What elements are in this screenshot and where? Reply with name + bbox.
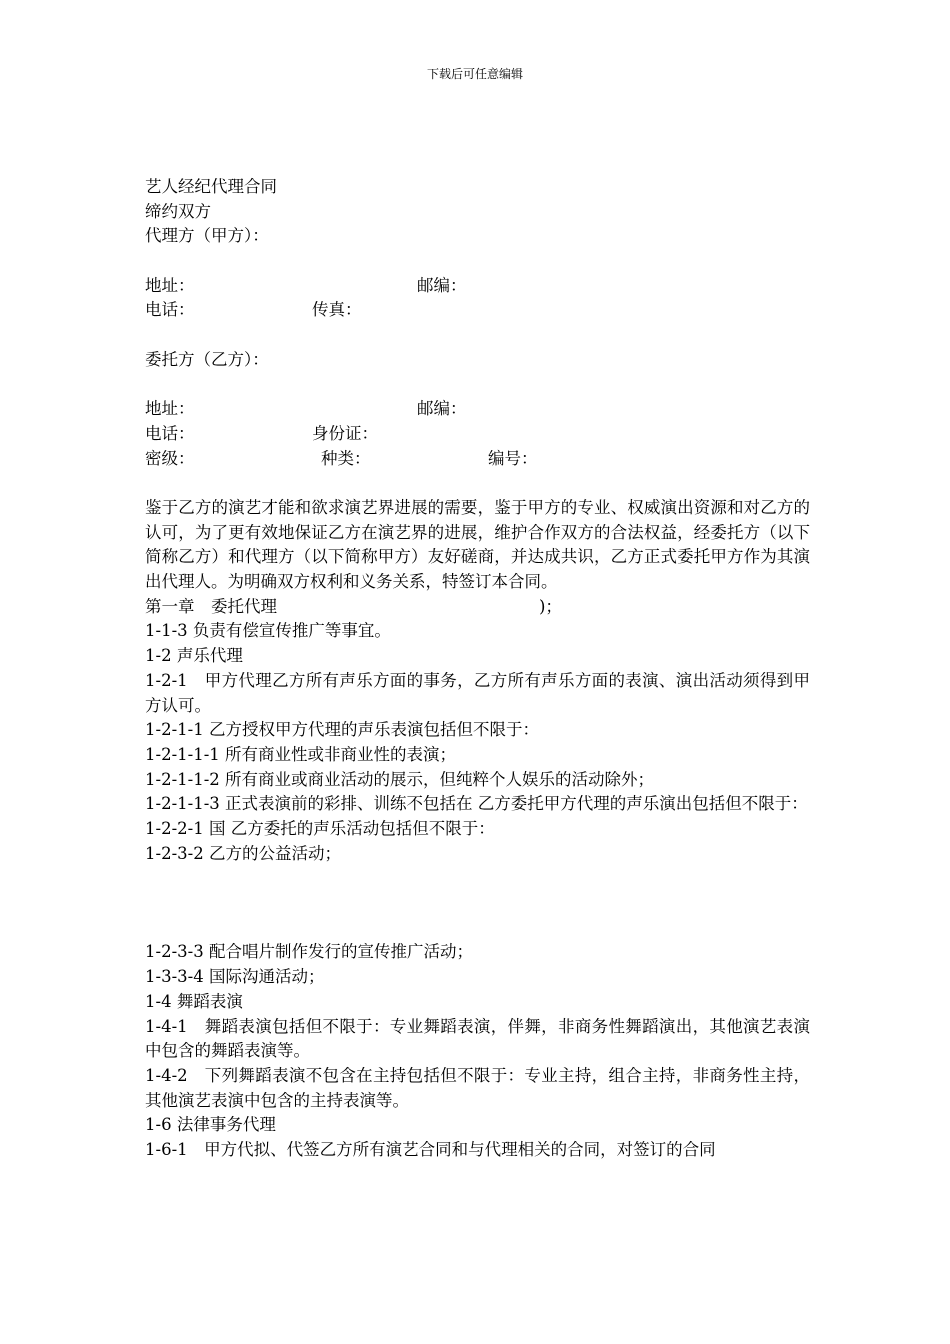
party-b-label: 委托方（乙方）： (145, 349, 269, 369)
party-a-phone: 电话： (145, 300, 195, 320)
chapter-1-heading: 第一章 委托代理 (145, 596, 277, 616)
clause: 1-4-2 下列舞蹈表演不包含在主持包括但不限于：专业主持，组合主持，非商务性主持，其他演艺表演中包含的主持表演等。 (145, 1065, 810, 1110)
party-b-id-card: 身份证： (312, 423, 378, 443)
party-b-phone-row (145, 422, 810, 447)
party-b-address-row (145, 397, 810, 422)
clause: 1-2-1 甲方代理乙方所有声乐方面的事务，乙方所有声乐方面的表演、演出活动须得到甲方认可。 (145, 670, 810, 715)
clause: 1-4 舞蹈表演 (145, 991, 243, 1011)
header-note: 下载后可任意编辑 (426, 67, 523, 81)
party-b-phone: 电话： (145, 423, 195, 443)
parties-heading: 缔约双方 (145, 201, 211, 221)
clause: 1-2-1-1-2 所有商业或商业活动的展示，但纯粹个人娱乐的活动除外； (145, 769, 655, 789)
clause-list-page-2 (145, 940, 810, 1162)
contract-document (145, 175, 810, 1163)
party-b-postcode: 邮编： (417, 399, 467, 419)
party-a-fax: 传真： (312, 300, 362, 320)
clause: 1-2-3-2 乙方的公益活动； (145, 843, 341, 863)
clause: 1-2-1-1-1 所有商业性或非商业性的表演； (145, 744, 457, 764)
party-b-category: 种类： (321, 448, 371, 468)
clause: 1-4-1 舞蹈表演包括但不限于：专业舞蹈表演，伴舞，非商务性舞蹈演出，其他演艺表演中包含的舞蹈表演等。 (145, 1016, 810, 1061)
party-a-label: 代理方（甲方）： (145, 226, 269, 246)
party-b-meta-row (145, 447, 810, 472)
party-a-address: 地址： (145, 275, 195, 295)
party-a-postcode: 邮编： (417, 275, 467, 295)
clause: 1-6 法律事务代理 (145, 1115, 276, 1135)
clause: 1-3-3-4 国际沟通活动； (145, 967, 325, 987)
clause: 1-2 声乐代理 (145, 646, 243, 666)
clause: 1-1-3 负责有偿宣传推广等事宜。 (145, 621, 391, 641)
chapter-1-tail: )； (539, 596, 562, 616)
party-b-number: 编号： (488, 448, 538, 468)
party-a-phone-row (145, 298, 810, 323)
party-b-secret-level: 密级： (145, 448, 195, 468)
clause: 1-2-1-1 乙方授权甲方代理的声乐表演包括但不限于： (145, 720, 539, 740)
clause: 1-6-1 甲方代拟、代签乙方所有演艺合同和与代理相关的合同，对签订的合同 (145, 1140, 716, 1160)
clause-list-page-1 (145, 619, 810, 866)
clause: 1-2-3-3 配合唱片制作发行的宣传推广活动； (145, 942, 473, 962)
clause: 1-2-1-1-3 正式表演前的彩排、训练不包括在 乙方委托甲方代理的声乐演出包括但不限于： (145, 794, 808, 814)
party-a-address-row (145, 274, 810, 299)
party-b-address: 地址： (145, 399, 195, 419)
document-title: 艺人经纪代理合同 (145, 177, 277, 196)
chapter-1-heading-row (145, 595, 810, 620)
clause: 1-2-2-1 国 乙方委托的声乐活动包括但不限于： (145, 819, 495, 839)
preamble-paragraph: 鉴于乙方的演艺才能和欲求演艺界进展的需要，鉴于甲方的专业、权威演出资源和对乙方的认可，为了更有效地保证乙方在演艺界的进展，维护合作双方的合法权益，经委托方（以下简称乙方）和代理方（以下简称甲方）友好磋商，并达成共识，乙方正式委托甲方作为其演出代理人。为明确双方权利和义务关系，特签订本合同。 (145, 497, 810, 592)
